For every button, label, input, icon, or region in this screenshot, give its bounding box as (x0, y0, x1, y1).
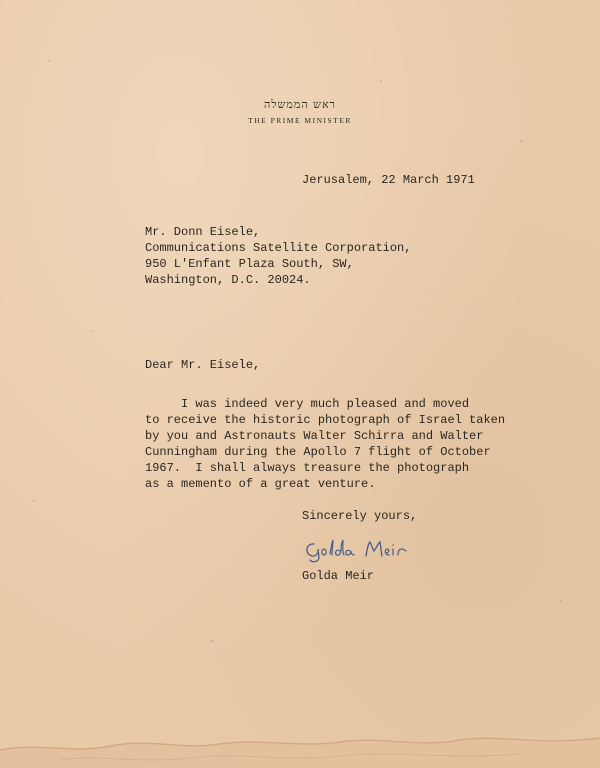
body-line: to receive the historic photograph of Israel taken (145, 413, 506, 427)
letterhead-hebrew: ראש הממשלה (264, 98, 336, 111)
letterhead-title: THE PRIME MINISTER (248, 116, 352, 125)
paper-speck (33, 500, 35, 502)
body-line: Cunningham during the Apollo 7 flight of October (145, 445, 491, 459)
body-line: as a memento of a great venture. (145, 477, 376, 491)
date-line: Jerusalem, 22 March 1971 (302, 173, 475, 187)
paper-speck (90, 330, 92, 332)
recipient-address (145, 224, 411, 288)
typed-signature-name: Golda Meir (302, 569, 375, 583)
body-line: by you and Astronauts Walter Schirra and Walter (145, 429, 484, 443)
recipient-organization: Communications Satellite Corporation, (145, 241, 412, 255)
paper-speck (48, 60, 50, 62)
paper-speck (520, 140, 523, 142)
recipient-city: Washington, D.C. 20024. (145, 273, 311, 287)
closing: Sincerely yours, (302, 509, 418, 523)
body-line: I was indeed very much pleased and moved (145, 397, 470, 411)
body-line: 1967. I shall always treasure the photograph (145, 461, 470, 475)
paper-speck (380, 80, 382, 82)
paper-edge-stain (0, 720, 600, 768)
salutation: Dear Mr. Eisele, (145, 358, 261, 372)
paper-speck (210, 640, 213, 642)
letter-body (145, 396, 505, 492)
recipient-name: Mr. Donn Eisele, (145, 225, 261, 239)
recipient-street: 950 L'Enfant Plaza South, SW, (145, 257, 354, 271)
handwritten-signature (300, 534, 420, 564)
paper-speck (560, 600, 562, 602)
